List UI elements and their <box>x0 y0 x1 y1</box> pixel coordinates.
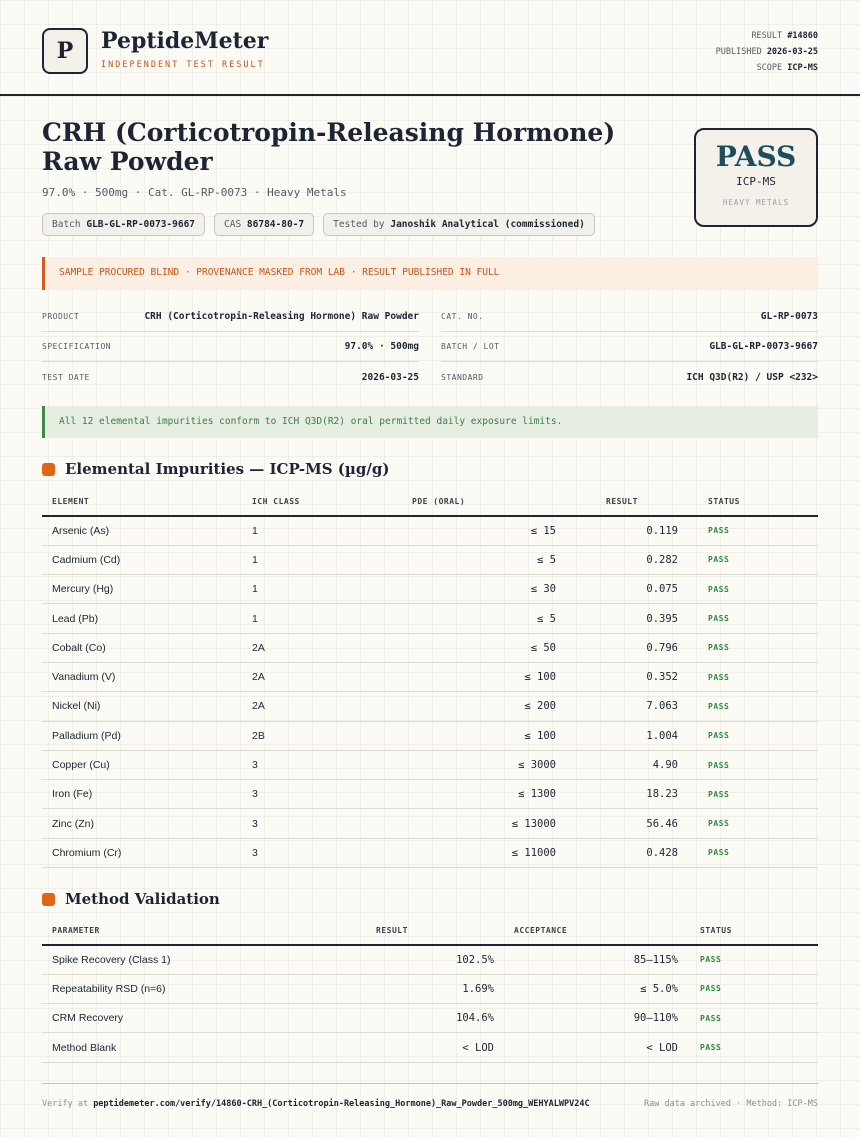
element-cell: Copper (Cu) <box>42 750 242 779</box>
col-parameter: PARAMETER <box>42 917 366 945</box>
validation-table <box>42 917 818 1063</box>
impurities-table <box>42 488 818 868</box>
pde-cell: ≤ 30 <box>402 575 566 604</box>
status-badge: PASS <box>688 809 818 838</box>
ich-class-cell: 1 <box>242 516 402 545</box>
impurity-row <box>42 545 818 574</box>
val-result-cell: < LOD <box>366 1033 504 1062</box>
col-acceptance: ACCEPTANCE <box>504 917 688 945</box>
result-cell: 0.796 <box>566 633 688 662</box>
pde-cell: ≤ 15 <box>402 516 566 545</box>
pass-scope: HEAVY METALS <box>722 198 790 207</box>
status-badge: PASS <box>688 516 818 545</box>
acceptance-cell: 85–115% <box>504 945 688 974</box>
result-cell: 0.395 <box>566 604 688 633</box>
pde-cell: ≤ 3000 <box>402 750 566 779</box>
element-cell: Zinc (Zn) <box>42 809 242 838</box>
status-badge: PASS <box>688 1004 818 1033</box>
element-cell: Nickel (Ni) <box>42 692 242 721</box>
ich-class-cell: 3 <box>242 838 402 867</box>
ich-class-cell: 2A <box>242 633 402 662</box>
brand-logo: P <box>42 28 88 74</box>
col-val-status: STATUS <box>688 917 818 945</box>
result-cell: 7.063 <box>566 692 688 721</box>
status-badge: PASS <box>688 545 818 574</box>
pass-badge <box>694 128 818 227</box>
validation-heading <box>42 890 220 908</box>
validation-header-row <box>42 917 818 945</box>
ich-class-cell: 2A <box>242 662 402 691</box>
result-cell: 0.352 <box>566 662 688 691</box>
impurity-row <box>42 662 818 691</box>
footer-method: Raw data archived · Method: ICP-MS <box>644 1099 818 1109</box>
col-val-result: RESULT <box>366 917 504 945</box>
status-badge: PASS <box>688 945 818 974</box>
result-cell: 0.119 <box>566 516 688 545</box>
status-badge: PASS <box>688 721 818 750</box>
impurities-title: Elemental Impurities — ICP-MS (µg/g) <box>65 460 390 478</box>
element-cell: Cobalt (Co) <box>42 633 242 662</box>
status-badge: PASS <box>688 692 818 721</box>
info-cat-no: CAT. NO. GL-RP-0073 <box>441 302 818 332</box>
status-badge: PASS <box>688 1033 818 1062</box>
element-cell: Cadmium (Cd) <box>42 545 242 574</box>
validation-row <box>42 1033 818 1062</box>
impurity-row <box>42 604 818 633</box>
parameter-cell: CRM Recovery <box>42 1004 366 1033</box>
impurity-row <box>42 809 818 838</box>
result-cell: 18.23 <box>566 780 688 809</box>
result-cell: 0.075 <box>566 575 688 604</box>
pde-cell: ≤ 50 <box>402 633 566 662</box>
impurities-heading <box>42 460 389 478</box>
tested-by-chip: Tested by Janoshik Analytical (commissioned) <box>323 213 595 236</box>
val-result-cell: 104.6% <box>366 1004 504 1033</box>
validation-row <box>42 1004 818 1033</box>
result-cell: 4.90 <box>566 750 688 779</box>
pass-method: ICP-MS <box>736 175 776 188</box>
pde-cell: ≤ 200 <box>402 692 566 721</box>
pde-cell: ≤ 5 <box>402 604 566 633</box>
status-badge: PASS <box>688 750 818 779</box>
validation-row <box>42 945 818 974</box>
impurity-row <box>42 575 818 604</box>
validation-row <box>42 974 818 1003</box>
ich-class-cell: 1 <box>242 604 402 633</box>
brand-tagline: INDEPENDENT TEST RESULT <box>101 60 265 70</box>
col-element: ELEMENT <box>42 488 242 516</box>
ich-class-cell: 3 <box>242 750 402 779</box>
ich-class-cell: 3 <box>242 809 402 838</box>
brand-name: PeptideMeter <box>101 28 269 54</box>
element-cell: Chromium (Cr) <box>42 838 242 867</box>
col-pde: PDE (ORAL) <box>402 488 566 516</box>
result-number: RESULT #14860 <box>751 31 818 41</box>
col-ich-class: ICH CLASS <box>242 488 402 516</box>
status-badge: PASS <box>688 604 818 633</box>
parameter-cell: Method Blank <box>42 1033 366 1062</box>
element-cell: Arsenic (As) <box>42 516 242 545</box>
status-badge: PASS <box>688 575 818 604</box>
parameter-cell: Repeatability RSD (n=6) <box>42 974 366 1003</box>
acceptance-cell: < LOD <box>504 1033 688 1062</box>
report-header <box>0 0 860 96</box>
status-badge: PASS <box>688 974 818 1003</box>
ich-class-cell: 1 <box>242 545 402 574</box>
impurity-row <box>42 780 818 809</box>
pde-cell: ≤ 100 <box>402 662 566 691</box>
product-chips <box>42 213 595 236</box>
info-product: PRODUCT CRH (Corticotropin-Releasing Hormone) Raw Powder <box>42 302 419 332</box>
ich-class-cell: 2A <box>242 692 402 721</box>
impurity-row <box>42 516 818 545</box>
verify-link[interactable]: peptidemeter.com/verify/14860-CRH_(Corticotropin-Releasing_Hormone)_Raw_Powder_500mg_WEHYALWPV24C <box>93 1099 590 1109</box>
pde-cell: ≤ 11000 <box>402 838 566 867</box>
element-cell: Iron (Fe) <box>42 780 242 809</box>
result-cell: 0.282 <box>566 545 688 574</box>
ich-class-cell: 3 <box>242 780 402 809</box>
page-title: CRH (Corticotropin-Releasing Hormone) Raw Powder <box>42 118 616 176</box>
pde-cell: ≤ 13000 <box>402 809 566 838</box>
impurity-row <box>42 838 818 867</box>
section-marker-icon <box>42 893 55 906</box>
status-badge: PASS <box>688 780 818 809</box>
info-test-date: TEST DATE 2026-03-25 <box>42 371 419 383</box>
col-result: RESULT <box>566 488 688 516</box>
impurity-row <box>42 692 818 721</box>
report-footer <box>42 1083 818 1109</box>
section-marker-icon <box>42 463 55 476</box>
impurity-row <box>42 750 818 779</box>
val-result-cell: 102.5% <box>366 945 504 974</box>
verify-text: Verify at peptidemeter.com/verify/14860-CRH_(Corticotropin-Releasing_Hormone)_Raw_Powder_500mg_WEHYALWPV24C <box>42 1099 590 1109</box>
pass-word: PASS <box>715 140 797 173</box>
cas-chip: CAS 86784-80-7 <box>214 213 314 236</box>
pde-cell: ≤ 5 <box>402 545 566 574</box>
info-grid <box>42 302 818 392</box>
element-cell: Vanadium (V) <box>42 662 242 691</box>
impurities-header-row <box>42 488 818 516</box>
result-cell: 1.004 <box>566 721 688 750</box>
scope: SCOPE ICP-MS <box>756 63 818 73</box>
validation-title: Method Validation <box>65 890 220 908</box>
info-standard: STANDARD ICH Q3D(R2) / USP <232> <box>441 371 818 383</box>
product-subtitle: 97.0% · 500mg · Cat. GL-RP-0073 · Heavy Metals <box>42 186 347 199</box>
result-cell: 0.428 <box>566 838 688 867</box>
parameter-cell: Spike Recovery (Class 1) <box>42 945 366 974</box>
status-badge: PASS <box>688 838 818 867</box>
pde-cell: ≤ 100 <box>402 721 566 750</box>
result-cell: 56.46 <box>566 809 688 838</box>
impurity-row <box>42 633 818 662</box>
val-result-cell: 1.69% <box>366 974 504 1003</box>
col-status: STATUS <box>688 488 818 516</box>
element-cell: Mercury (Hg) <box>42 575 242 604</box>
status-badge: PASS <box>688 662 818 691</box>
procurement-notice: SAMPLE PROCURED BLIND · PROVENANCE MASKED FROM LAB · RESULT PUBLISHED IN FULL <box>42 257 818 290</box>
acceptance-cell: ≤ 5.0% <box>504 974 688 1003</box>
element-cell: Lead (Pb) <box>42 604 242 633</box>
acceptance-cell: 90–110% <box>504 1004 688 1033</box>
report-meta <box>716 28 818 76</box>
status-badge: PASS <box>688 633 818 662</box>
pde-cell: ≤ 1300 <box>402 780 566 809</box>
published-date: PUBLISHED 2026-03-25 <box>715 47 818 57</box>
ich-class-cell: 1 <box>242 575 402 604</box>
ich-class-cell: 2B <box>242 721 402 750</box>
info-batch: BATCH / LOT GLB-GL-RP-0073-9667 <box>441 332 818 362</box>
conformance-notice: All 12 elemental impurities conform to ICH Q3D(R2) oral permitted daily exposure limits. <box>42 406 818 438</box>
info-specification: SPECIFICATION 97.0% · 500mg <box>42 332 419 362</box>
element-cell: Palladium (Pd) <box>42 721 242 750</box>
batch-chip: Batch GLB-GL-RP-0073-9667 <box>42 213 205 236</box>
impurity-row <box>42 721 818 750</box>
